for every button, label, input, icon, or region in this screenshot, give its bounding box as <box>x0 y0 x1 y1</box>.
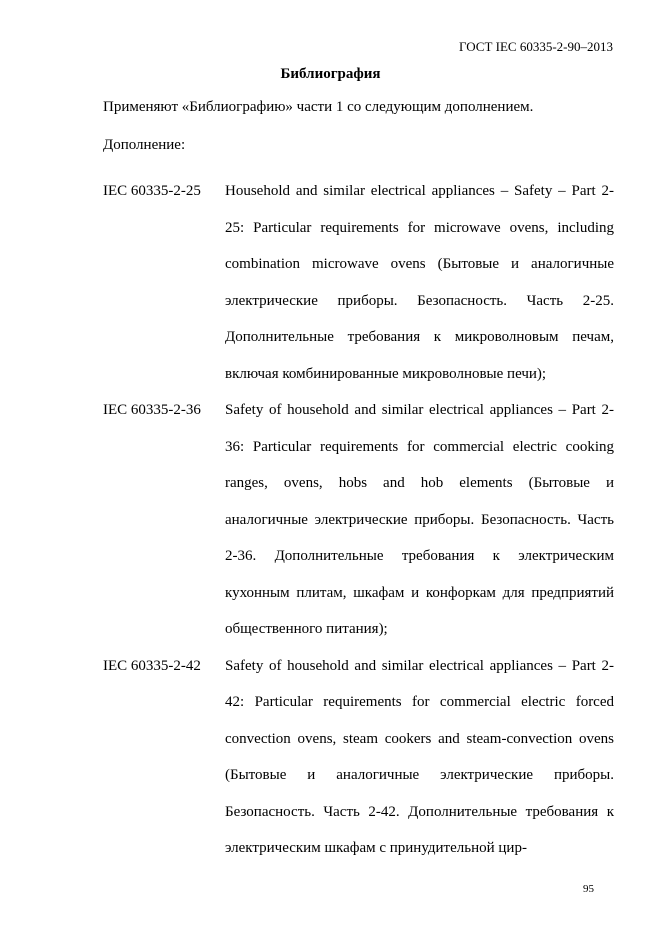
bibliography-list <box>103 173 614 867</box>
standard-code: IEC 60335-2-36 <box>103 402 201 418</box>
standard-description: Safety of household and similar electrical appliances – Part 2-36: Particular requirements for commercial electric cooking ranges, ovens, hobs and hob elements (Бытовые и аналогичные электрические приборы. Безопасность. Часть 2-36. Дополнительные требования к электрическим кухонным плитам, шкафам и конфоркам для предприятий общественного питания); <box>225 402 614 637</box>
standard-description: Household and similar electrical appliances – Safety – Part 2-25: Particular requirements for microwave ovens, including combination microwave ovens (Бытовые и аналогичные электрические приборы. Безопасность. Часть 2-25. Дополнительные требования к микроволновым печам, включая комбинированные микроволновые печи); <box>225 183 614 382</box>
document-header: ГОСТ IEC 60335-2-90–2013 <box>459 39 613 54</box>
intro-paragraph: Применяют «Библиографию» части 1 со следующим дополнением. <box>103 99 534 115</box>
standard-code: IEC 60335-2-42 <box>103 657 201 674</box>
page-number: 95 <box>583 883 594 895</box>
bibliography-entry <box>103 173 614 392</box>
standard-code: IEC 60335-2-25 <box>103 183 201 199</box>
bibliography-entry <box>103 392 614 648</box>
addition-label: Дополнение: <box>103 137 186 153</box>
page-title: Библиография <box>280 66 381 82</box>
standard-description: Safety of household and similar electrical appliances – Part 2-42: Particular requirements for commercial electric forced convection ovens, steam cookers and steam-convection ovens (Бытовые и аналогичные электрические приборы. Безопасность. Часть 2-42. Дополнительные требования к электрическим шкафам с принудительной цир- <box>225 657 614 856</box>
bibliography-entry <box>103 648 614 867</box>
